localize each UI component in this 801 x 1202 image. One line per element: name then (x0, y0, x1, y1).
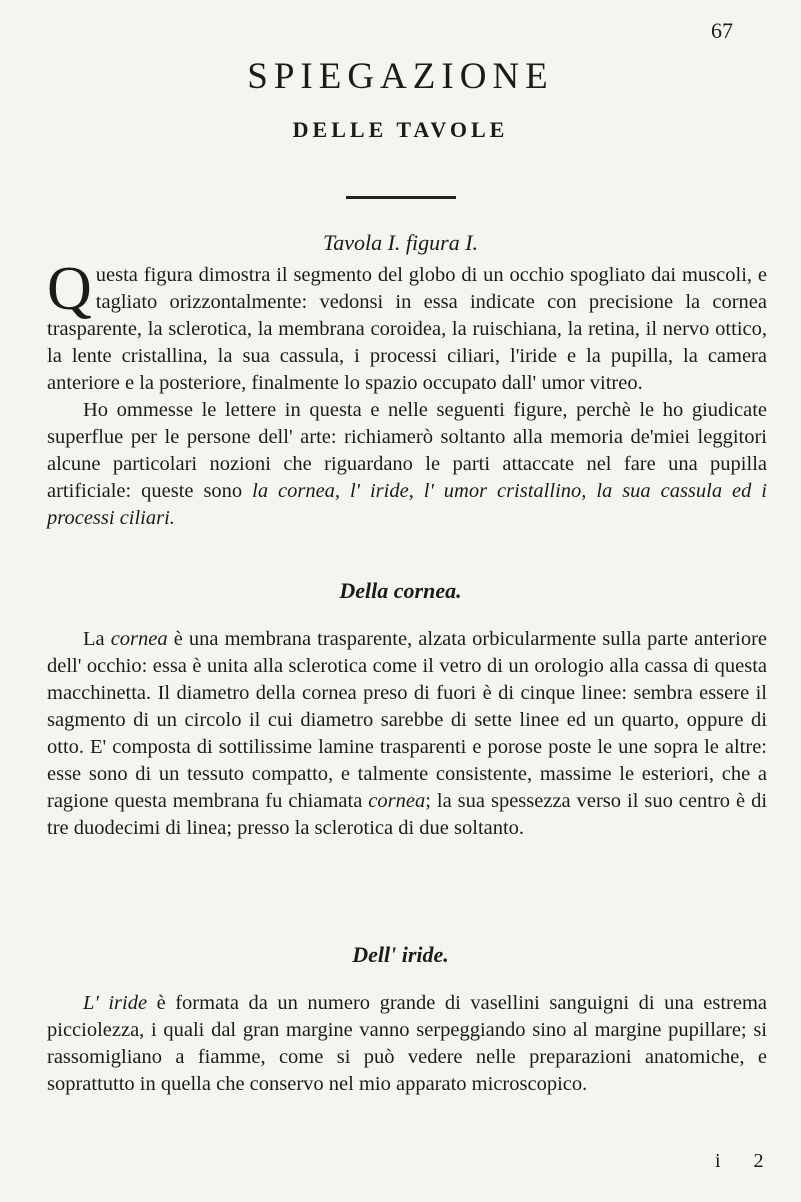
cornea-lead: La (83, 628, 105, 650)
iride-paragraph (47, 990, 767, 1098)
intro-paragraph-1-text: uesta figura dimostra il segmento del globo di un occhio spogliato dai muscoli, e tagliato orizzontalmente: vedonsi in essa indicate con precisione la cornea trasparente, la sclerotica, la membrana coroidea, la ruischiana, la retina, il nervo ottico, la lente cristallina, la sua cassula, i processi ciliari, l'iride e la pupilla, la camera anteriore e la posteriore, finalmente lo spazio occupato dall' umor vitreo. (47, 264, 767, 394)
cornea-text (47, 626, 767, 842)
iride-text (47, 990, 767, 1098)
intro-paragraph-1 (47, 255, 767, 397)
section-heading-cornea: Della cornea. (339, 578, 462, 603)
cornea-lead-italic: cornea (110, 628, 168, 650)
page-number: 67 (711, 18, 733, 43)
intro-paragraph-2 (47, 397, 767, 532)
signature-mark: i 2 (715, 1150, 778, 1172)
page-subtitle: DELLE TAVOLE (292, 117, 509, 142)
intro-paragraph-2-text: Ho ommesse le lettere in questa e nelle seguenti figure, perchè le ho giudicate superflue per le persone dell' arte: richiamerò soltanto alla memoria de'miei leggitori alcune particolari nozioni che riguardano le parti attaccate nel fare una pupilla artificiale: queste sono (47, 399, 767, 502)
cornea-text-italic: cornea (368, 790, 426, 812)
cornea-text-b: ; la sua spessezza verso il suo centro è di tre duodecimi di linea; presso la sclerotica di due soltanto. (47, 790, 768, 839)
plate-heading: Tavola I. figura I. (322, 230, 479, 255)
page-title: SPIEGAZIONE (247, 56, 554, 97)
iride-lead-italic: L' iride (83, 992, 148, 1014)
intro-text (47, 255, 768, 532)
drop-cap: Q (47, 255, 92, 323)
cornea-text-a: è una membrana trasparente, alzata orbicularmente sulla parte anteriore dell' occhio: essa è unita alla sclerotica come il vetro di un orologio alla cassa di questa macchinetta. Il diametro della cornea preso di fuori è di cinque linee: sembra essere il sagmento di un circolo il cui diametro sarebbe di sette linee ed un quarto, oppure di otto. E' composta di sottilissime lamine trasparenti e porose poste le une sopra le altre: esse sono di un tessuto compatto, e talmente consistente, massime le esteriori, che a ragione questa membrana fu chiamata (47, 628, 767, 812)
section-heading-iride: Dell' iride. (352, 942, 449, 967)
iride-text-body: è formata da un numero grande di vasellini sanguigni di una estrema picciolezza, i quali dal gran margine vanno serpeggiando sino al margine pupillare; si rassomigliano a fiamme, come si può vedere nelle preparazioni anatomiche, e soprattutto in quella che conservo nel mio apparato microscopico. (47, 992, 767, 1095)
divider-rule (346, 196, 456, 199)
intro-paragraph-2-italic: la cornea, l' iride, l' umor cristallino, la sua cassula ed i processi ciliari. (47, 480, 768, 529)
cornea-paragraph (47, 626, 767, 842)
